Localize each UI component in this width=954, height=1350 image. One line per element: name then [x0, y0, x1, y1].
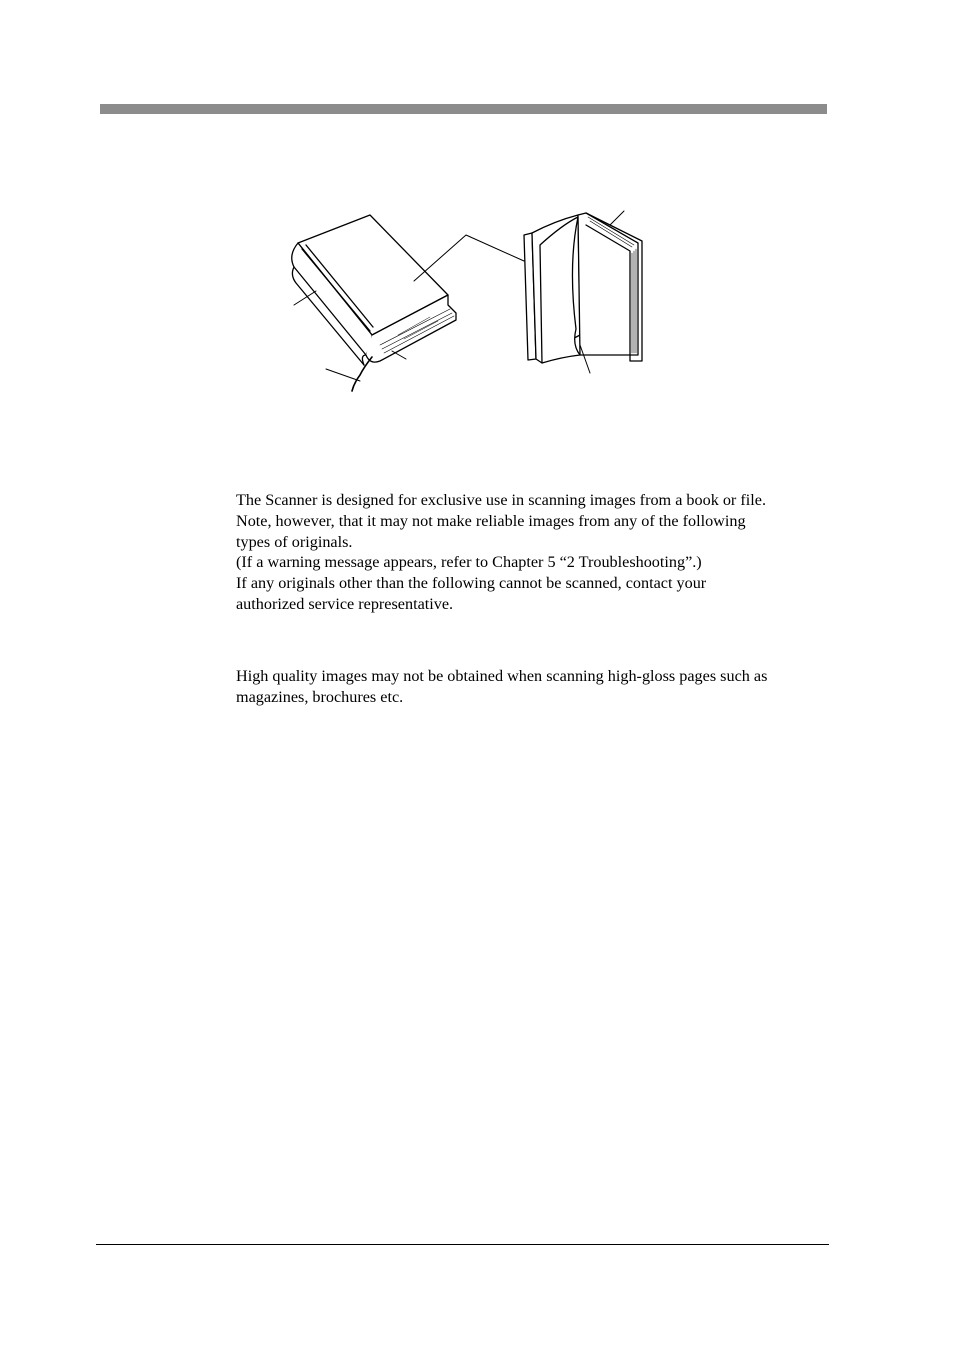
intro-line: types of originals.: [236, 532, 353, 551]
intro-line: If any originals other than the following cannot be scanned, contact your: [236, 574, 707, 593]
header-bar: [100, 104, 827, 114]
intro-line: The Scanner is designed for exclusive use in scanning images from a book or file.: [236, 491, 766, 509]
gloss-paragraph: [236, 666, 836, 708]
intro-line: Note, however, that it may not make reliable images from any of the following: [236, 511, 746, 530]
intro-paragraph: [236, 490, 836, 615]
gloss-line: High quality images may not be obtained when scanning high-gloss pages such as: [236, 667, 768, 685]
gloss-line: magazines, brochures etc.: [236, 687, 404, 706]
intro-line: (If a warning message appears, refer to Chapter 5 “2 Troubleshooting”.): [236, 553, 702, 572]
intro-line: authorized service representative.: [236, 594, 454, 613]
footer-rule: [96, 1244, 829, 1245]
book-illustration: [280, 205, 660, 400]
closed-book-drawing: [292, 215, 456, 391]
open-book-drawing: [524, 213, 642, 363]
book-diagram: [280, 205, 660, 400]
